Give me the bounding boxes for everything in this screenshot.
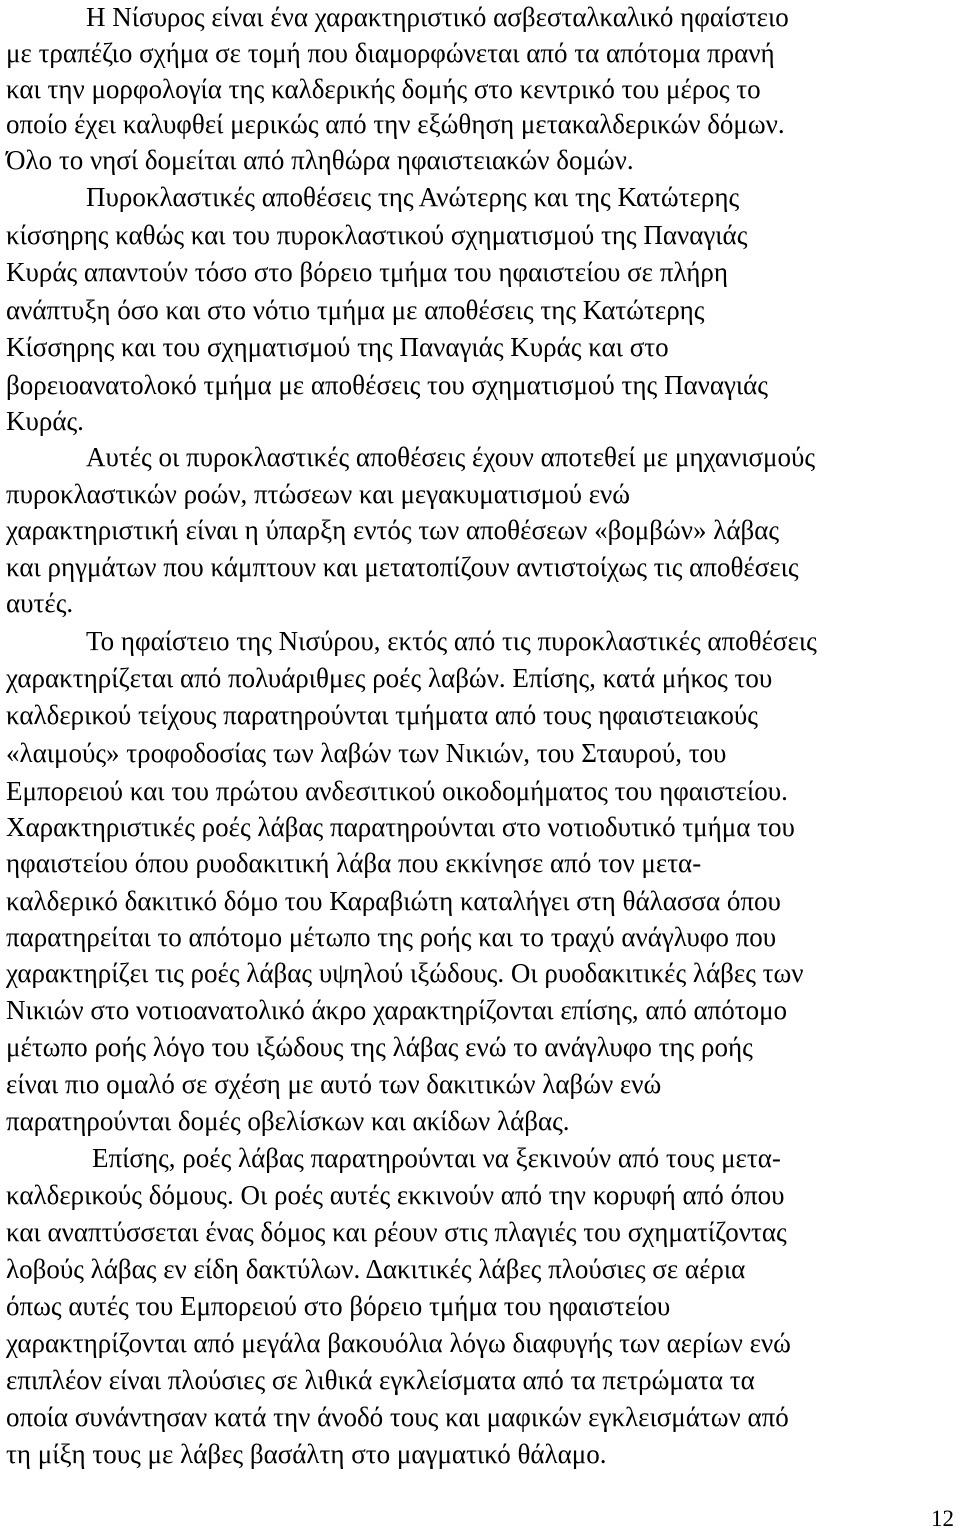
text-line: λοβούς λάβας εν είδη δακτύλων. Δακιτικές λάβες πλούσιες σε αέρια <box>6 1254 746 1284</box>
text-line: παρατηρούνται δομές οβελίσκων και ακίδων λάβας. <box>6 1106 570 1136</box>
text-line: χαρακτηρίζονται από μεγάλα βακουόλια λόγω διαφυγής των αερίων ενώ <box>6 1328 791 1358</box>
text-line: Κίσσηρης και του σχηματισμού της Παναγιάς Κυράς και στο <box>6 332 669 362</box>
text-line: και αναπτύσσεται ένας δόμος και ρέουν στις πλαγιές του σχηματίζοντας <box>6 1217 787 1247</box>
text-line: Χαρακτηριστικές ροές λάβας παρατηρούνται στο νοτιοδυτικό τμήμα του <box>6 812 795 842</box>
text-line: βορειοανατολοκό τμήμα με αποθέσεις του σχηματισμού της Παναγιάς <box>6 370 768 400</box>
text-line: Η Νίσυρος είναι ένα χαρακτηριστικό ασβεσταλκαλικό ηφαίστειο <box>86 2 789 32</box>
text-line: και ρηγμάτων που κάμπτουν και μετατοπίζουν αντιστοίχως τις αποθέσεις <box>6 552 799 582</box>
text-line: μέτωπο ροής λόγο του ιξώδους της λάβας ενώ το ανάγλυφο της ροής <box>6 1032 753 1062</box>
text-line: Νικιών στο νοτιοανατολικό άκρο χαρακτηρίζονται επίσης, από απότομο <box>6 995 788 1025</box>
text-line: πυροκλαστικών ροών, πτώσεων και μεγακυματισμού ενώ <box>6 479 631 509</box>
text-line: χαρακτηρίζεται από πολυάριθμες ροές λαβών. Επίσης, κατά μήκος του <box>6 663 773 693</box>
text-line: Κυράς. <box>6 406 84 436</box>
text-line: Κυράς απαντούν τόσο στο βόρειο τμήμα του ηφαιστείου σε πλήρη <box>6 257 728 287</box>
text-line: καλδερικούς δόμους. Οι ροές αυτές εκκινούν από την κορυφή από όπου <box>6 1180 785 1210</box>
text-line: επιπλέον είναι πλούσιες σε λιθικά εγκλείσματα από τα πετρώματα τα <box>6 1365 755 1395</box>
text-line: Εμπορειού και του πρώτου ανδεσιτικού οικοδομήματος του ηφαιστείου. <box>6 776 788 806</box>
text-line: Πυροκλαστικές αποθέσεις της Ανώτερης και της Κατώτερης <box>86 182 740 212</box>
text-line: αυτές. <box>6 588 74 618</box>
text-line: χαρακτηριστική είναι η ύπαρξη εντός των αποθέσεων «βομβών» λάβας <box>6 515 780 545</box>
text-line: καλδερικού τείχους παρατηρούνται τμήματα από τους ηφαιστειακούς <box>6 700 758 730</box>
text-line: ανάπτυξη όσο και στο νότιο τμήμα με αποθέσεις της Κατώτερης <box>6 295 705 325</box>
text-line: «λαιμούς» τροφοδοσίας των λαβών των Νικιών, του Σταυρού, του <box>6 738 727 768</box>
text-line: και την μορφολογία της καλδερικής δομής στο κεντρικό του μέρος το <box>6 74 761 104</box>
text-line: Το ηφαίστειο της Νισύρου, εκτός από τις πυροκλαστικές αποθέσεις <box>86 626 817 656</box>
text-line: Επίσης, ροές λάβας παρατηρούνται να ξεκινούν από τους μετα- <box>92 1143 781 1173</box>
text-line: όπως αυτές του Εμπορειού στο βόρειο τμήμα του ηφαιστείου <box>6 1291 671 1321</box>
text-line: χαρακτηρίζει τις ροές λάβας υψηλού ιξώδους. Οι ρυοδακιτικές λάβες των <box>6 958 804 988</box>
text-line: Αυτές οι πυροκλαστικές αποθέσεις έχουν αποτεθεί με μηχανισμούς <box>86 442 816 472</box>
text-line: παρατηρείται το απότομο μέτωπο της ροής και το τραχύ ανάγλυφο που <box>6 922 777 952</box>
text-line: οποία συνάντησαν κατά την άνοδό τους και μαφικών εγκλεισμάτων από <box>6 1402 789 1432</box>
text-line: Όλο το νησί δομείται από πληθώρα ηφαιστειακών δομών. <box>6 145 634 175</box>
text-line: κίσσηρης καθώς και του πυροκλαστικού σχηματισμού της Παναγιάς <box>6 220 748 250</box>
text-line: οποίο έχει καλυφθεί μερικώς από την εξώθηση μετακαλδερικών δόμων. <box>6 109 785 139</box>
text-line: τη μίξη τους με λάβες βασάλτη στο μαγματικό θάλαμο. <box>6 1439 607 1469</box>
text-line: καλδερικό δακιτικό δόμο του Καραβιώτη καταλήγει στη θάλασσα όπου <box>6 886 781 916</box>
page-number: 12 <box>931 1506 954 1531</box>
text-line: ηφαιστείου όπου ρυοδακιτική λάβα που εκκίνησε από τον μετα- <box>6 848 702 878</box>
text-line: είναι πιο ομαλό σε σχέση με αυτό των δακιτικών λαβών ενώ <box>6 1069 662 1099</box>
text-line: με τραπέζιο σχήμα σε τομή που διαμορφώνεται από τα απότομα πρανή <box>6 38 775 68</box>
